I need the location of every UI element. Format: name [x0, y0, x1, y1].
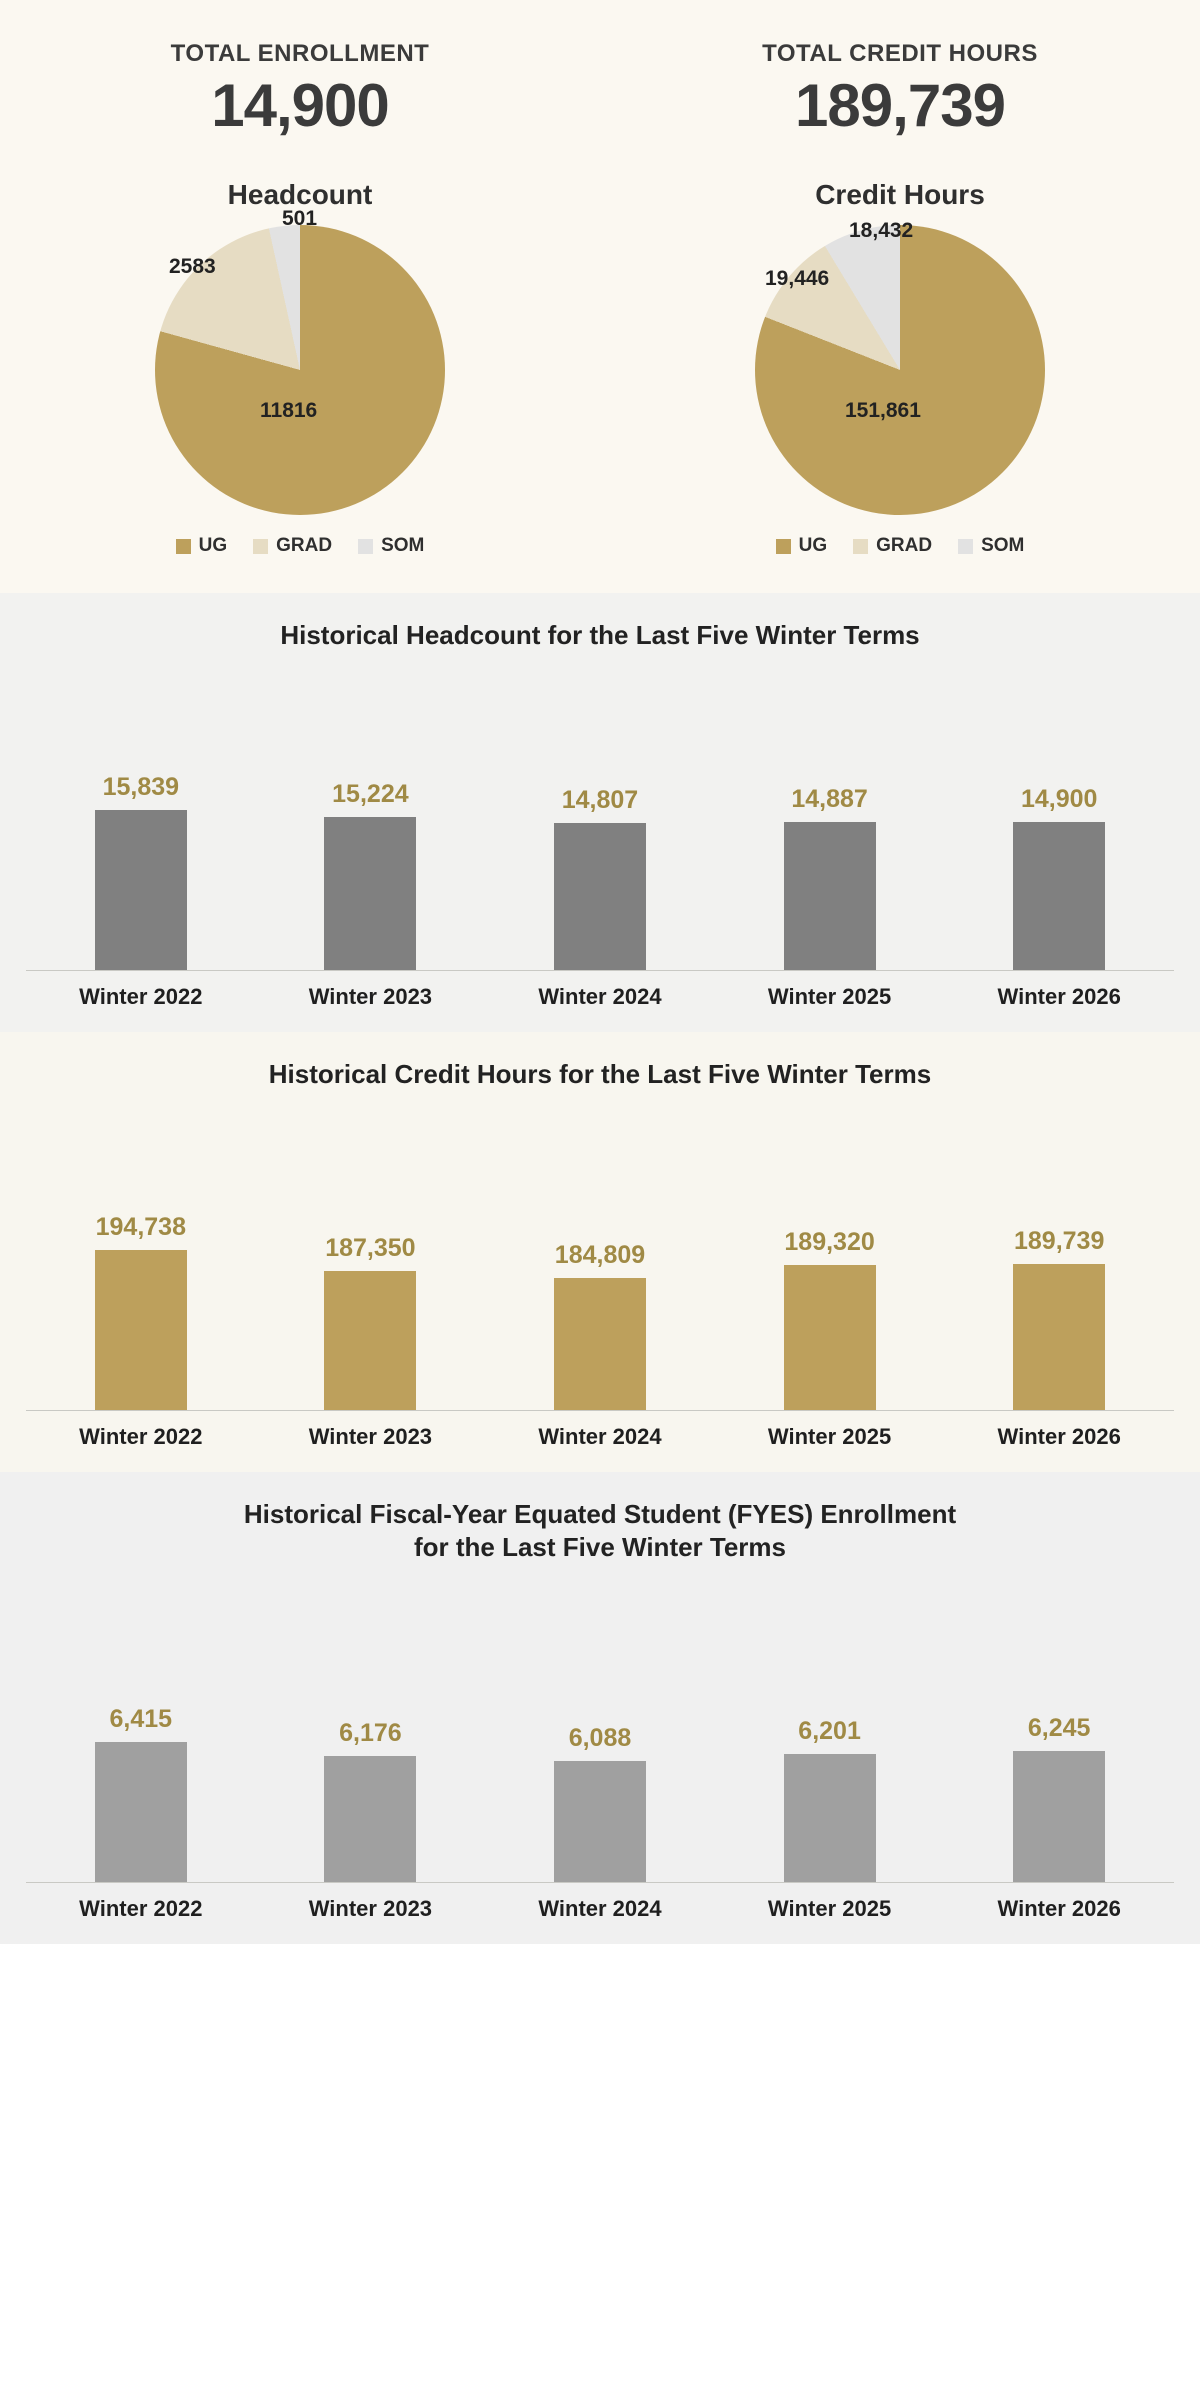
- pie-chart-credit-hours: [600, 179, 1200, 557]
- bar-rect[interactable]: [324, 1756, 416, 1882]
- kpi-label: TOTAL CREDIT HOURS: [762, 40, 1038, 67]
- legend-swatch-grad-icon: [253, 539, 268, 554]
- bar-value: 6,245: [1027, 1714, 1091, 1743]
- legend-item-som: [958, 535, 1024, 557]
- kpi-value: 189,739: [795, 72, 1005, 139]
- bar-item[interactable]: [944, 1582, 1174, 1882]
- bars-area: [0, 1582, 1200, 1882]
- bar-value: 6,201: [798, 1717, 861, 1746]
- x-tick-label: Winter 2025: [767, 984, 892, 1010]
- bar-value: 6,088: [568, 1724, 632, 1753]
- pie-chart-headcount: [0, 179, 600, 557]
- pie-title: Headcount: [227, 179, 373, 210]
- bar-rect[interactable]: [784, 822, 876, 970]
- bar-value: 6,176: [339, 1719, 402, 1748]
- bar-value: 14,807: [561, 786, 639, 815]
- bar-rect[interactable]: [554, 823, 646, 970]
- chart-title-line2: for the Last Five Winter Terms: [413, 1531, 787, 1562]
- legend-label: SOM: [981, 535, 1025, 556]
- pie-label-grad: 2583: [169, 255, 216, 278]
- x-tick-label: Winter 2023: [308, 1896, 433, 1922]
- bar-rect[interactable]: [324, 1271, 416, 1410]
- bar-item[interactable]: [256, 1110, 486, 1410]
- kpi-total-enrollment: [0, 40, 600, 137]
- pie-label-som: 501: [282, 207, 318, 230]
- pie-graphic-wrap: [155, 207, 445, 515]
- x-axis-labels: [0, 970, 1200, 1032]
- bar-item[interactable]: [485, 1110, 715, 1410]
- pie-graphic-wrap: [755, 219, 1045, 515]
- bar-value: 187,350: [325, 1233, 416, 1262]
- bar-value: 14,900: [1020, 785, 1098, 814]
- legend-item-som: [358, 535, 424, 557]
- legend-item-grad: [853, 535, 932, 557]
- bar-item[interactable]: [944, 1110, 1174, 1410]
- bars-row: [26, 670, 1174, 971]
- x-tick-label: Winter 2026: [997, 1896, 1121, 1922]
- chart-title: Historical Credit Hours for the Last Five Winter Terms: [268, 1059, 932, 1090]
- pie-legend: [0, 535, 600, 557]
- legend-swatch-ug-icon: [176, 539, 191, 554]
- bar-value: 6,415: [109, 1705, 173, 1734]
- kpi-row: [0, 40, 1200, 137]
- x-tick-label: Winter 2024: [538, 984, 662, 1010]
- pie-label-ug: 11816: [260, 399, 318, 422]
- bar-value: 189,739: [1013, 1226, 1105, 1255]
- x-tick-label: Winter 2022: [79, 1423, 203, 1449]
- bar-rect[interactable]: [1013, 822, 1105, 970]
- chart-historical-fyes: [0, 1472, 1200, 1945]
- bar-item[interactable]: [485, 1582, 715, 1882]
- bar-item[interactable]: [26, 1582, 256, 1882]
- x-tick-label: Winter 2022: [79, 1896, 203, 1922]
- chart-title: Historical Headcount for the Last Five Winter Terms: [280, 620, 920, 650]
- pie-label-ug: 151,861: [845, 399, 921, 422]
- x-tick-label: Winter 2024: [538, 1423, 662, 1449]
- bar-item[interactable]: [256, 1582, 486, 1882]
- x-axis-labels: [0, 1882, 1200, 1944]
- x-axis-labels: [0, 1410, 1200, 1472]
- chart-title-line1: Historical Fiscal-Year Equated Student (FYES) Enrollment: [243, 1498, 957, 1529]
- x-tick-label: Winter 2023: [308, 1423, 433, 1449]
- legend-item-grad: [253, 535, 332, 557]
- legend-swatch-som-icon: [958, 539, 973, 554]
- bar-value: 189,320: [784, 1227, 875, 1256]
- kpi-total-credit-hours: [600, 40, 1200, 137]
- bar-rect[interactable]: [1013, 1751, 1105, 1882]
- x-tick-label: Winter 2023: [308, 984, 433, 1010]
- bar-rect[interactable]: [554, 1278, 646, 1410]
- bar-value: 15,224: [332, 780, 409, 809]
- bars-area: [0, 670, 1200, 970]
- x-tick-label: Winter 2026: [997, 984, 1121, 1010]
- kpi-label: TOTAL ENROLLMENT: [170, 40, 430, 67]
- bar-value: 14,887: [791, 785, 868, 814]
- bar-rect[interactable]: [95, 810, 187, 970]
- x-tick-label: Winter 2022: [79, 984, 203, 1010]
- x-tick-label: Winter 2025: [767, 1896, 892, 1922]
- bar-item[interactable]: [715, 1110, 945, 1410]
- pies-row: [0, 179, 1200, 557]
- bar-rect[interactable]: [784, 1265, 876, 1410]
- bar-item[interactable]: [944, 670, 1174, 970]
- x-tick-label: Winter 2024: [538, 1896, 662, 1922]
- x-tick-label: Winter 2025: [767, 1423, 892, 1449]
- bar-rect[interactable]: [95, 1742, 187, 1882]
- bar-rect[interactable]: [554, 1761, 646, 1882]
- legend-item-ug: [176, 535, 228, 557]
- bar-rect[interactable]: [324, 817, 416, 970]
- chart-historical-headcount: [0, 593, 1200, 1032]
- bars-row: [26, 1582, 1174, 1883]
- bar-item[interactable]: [715, 1582, 945, 1882]
- chart-title: [0, 1498, 1200, 1565]
- legend-item-ug: [776, 535, 828, 557]
- chart-historical-credit-hours: [0, 1032, 1200, 1471]
- pie-title: Credit Hours: [815, 179, 985, 210]
- bar-item[interactable]: [715, 670, 945, 970]
- kpi-and-pies-panel: [0, 0, 1200, 593]
- bar-value: 194,738: [95, 1212, 186, 1241]
- legend-swatch-grad-icon: [853, 539, 868, 554]
- bars-area: [0, 1110, 1200, 1410]
- legend-label: GRAD: [876, 535, 933, 556]
- legend-label: UG: [798, 535, 828, 556]
- legend-label: UG: [198, 535, 228, 556]
- bar-item[interactable]: [485, 670, 715, 970]
- bar-value: 184,809: [554, 1240, 646, 1269]
- bar-item[interactable]: [26, 670, 256, 970]
- pie-legend: [600, 535, 1200, 557]
- bar-rect[interactable]: [1013, 1264, 1105, 1410]
- legend-swatch-som-icon: [358, 539, 373, 554]
- bar-item[interactable]: [256, 670, 486, 970]
- legend-label: GRAD: [276, 535, 333, 556]
- kpi-value: 14,900: [211, 72, 389, 139]
- bar-item[interactable]: [26, 1110, 256, 1410]
- legend-swatch-ug-icon: [776, 539, 791, 554]
- pie-label-grad: 19,446: [765, 267, 830, 290]
- legend-label: SOM: [381, 535, 425, 556]
- bars-row: [26, 1110, 1174, 1411]
- bar-value: 15,839: [102, 773, 180, 802]
- bar-rect[interactable]: [784, 1754, 876, 1882]
- x-tick-label: Winter 2026: [997, 1423, 1121, 1449]
- pie-label-som: 18,432: [849, 219, 914, 242]
- bar-rect[interactable]: [95, 1250, 187, 1410]
